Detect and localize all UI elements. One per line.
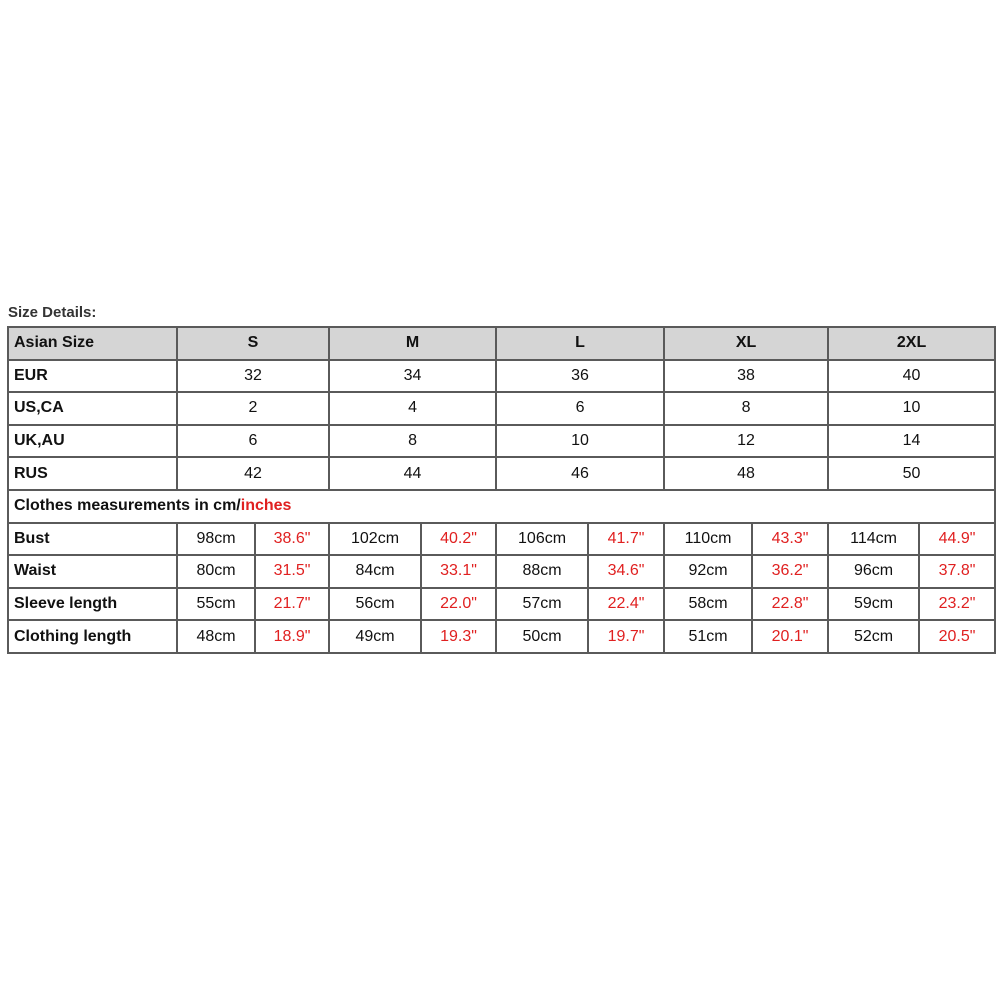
corner-label: Asian Size	[8, 327, 177, 360]
measurement-row	[8, 523, 995, 556]
inch-value-cell: 20.5"	[919, 620, 995, 653]
cm-value-cell: 92cm	[664, 555, 752, 588]
row-label: Bust	[8, 523, 177, 556]
measurement-header-text: Clothes measurements in cm/	[14, 497, 241, 515]
conversion-row	[8, 457, 995, 490]
cm-value-cell: 51cm	[664, 620, 752, 653]
size-value-cell: 34	[329, 360, 496, 393]
cm-value-cell: 110cm	[664, 523, 752, 556]
size-value-cell: 10	[496, 425, 664, 458]
cm-value-cell: 52cm	[828, 620, 919, 653]
inch-value-cell: 34.6"	[588, 555, 664, 588]
size-value-cell: 42	[177, 457, 329, 490]
inch-value-cell: 44.9"	[919, 523, 995, 556]
cm-value-cell: 106cm	[496, 523, 588, 556]
cm-value-cell: 96cm	[828, 555, 919, 588]
inch-value-cell: 38.6"	[255, 523, 329, 556]
row-label: US,CA	[8, 392, 177, 425]
row-label: EUR	[8, 360, 177, 393]
cm-value-cell: 84cm	[329, 555, 421, 588]
size-header-cell: 2XL	[828, 327, 995, 360]
size-value-cell: 2	[177, 392, 329, 425]
cm-value-cell: 98cm	[177, 523, 255, 556]
conversion-row	[8, 392, 995, 425]
cm-value-cell: 88cm	[496, 555, 588, 588]
size-value-cell: 50	[828, 457, 995, 490]
inch-value-cell: 21.7"	[255, 588, 329, 621]
cm-value-cell: 49cm	[329, 620, 421, 653]
size-chart-body	[8, 327, 995, 653]
size-header-cell: S	[177, 327, 329, 360]
size-header-cell: L	[496, 327, 664, 360]
size-value-cell: 32	[177, 360, 329, 393]
size-value-cell: 46	[496, 457, 664, 490]
size-chart-table	[7, 326, 996, 654]
inch-value-cell: 23.2"	[919, 588, 995, 621]
inch-value-cell: 37.8"	[919, 555, 995, 588]
size-value-cell: 8	[329, 425, 496, 458]
measurement-row	[8, 588, 995, 621]
size-value-cell: 12	[664, 425, 828, 458]
conversion-row	[8, 425, 995, 458]
row-label: Waist	[8, 555, 177, 588]
size-header-cell: M	[329, 327, 496, 360]
measurement-row	[8, 620, 995, 653]
size-value-cell: 44	[329, 457, 496, 490]
measurement-section-header	[8, 490, 995, 523]
page-title: Size Details:	[8, 304, 97, 321]
size-value-cell: 6	[177, 425, 329, 458]
inch-value-cell: 22.0"	[421, 588, 496, 621]
cm-value-cell: 80cm	[177, 555, 255, 588]
measurement-section-row	[8, 490, 995, 523]
inch-value-cell: 20.1"	[752, 620, 828, 653]
size-header-cell: XL	[664, 327, 828, 360]
inch-value-cell: 40.2"	[421, 523, 496, 556]
cm-value-cell: 58cm	[664, 588, 752, 621]
row-label: Sleeve length	[8, 588, 177, 621]
inch-value-cell: 36.2"	[752, 555, 828, 588]
measurement-header-unit: inches	[240, 497, 292, 515]
size-header-row	[8, 327, 995, 360]
cm-value-cell: 102cm	[329, 523, 421, 556]
size-value-cell: 4	[329, 392, 496, 425]
cm-value-cell: 57cm	[496, 588, 588, 621]
row-label: UK,AU	[8, 425, 177, 458]
cm-value-cell: 50cm	[496, 620, 588, 653]
inch-value-cell: 22.8"	[752, 588, 828, 621]
inch-value-cell: 33.1"	[421, 555, 496, 588]
measurement-row	[8, 555, 995, 588]
size-value-cell: 10	[828, 392, 995, 425]
inch-value-cell: 43.3"	[752, 523, 828, 556]
inch-value-cell: 22.4"	[588, 588, 664, 621]
inch-value-cell: 41.7"	[588, 523, 664, 556]
row-label: Clothing length	[8, 620, 177, 653]
size-value-cell: 14	[828, 425, 995, 458]
cm-value-cell: 48cm	[177, 620, 255, 653]
cm-value-cell: 114cm	[828, 523, 919, 556]
conversion-row	[8, 360, 995, 393]
cm-value-cell: 55cm	[177, 588, 255, 621]
size-value-cell: 6	[496, 392, 664, 425]
size-value-cell: 40	[828, 360, 995, 393]
inch-value-cell: 31.5"	[255, 555, 329, 588]
cm-value-cell: 56cm	[329, 588, 421, 621]
size-value-cell: 8	[664, 392, 828, 425]
row-label: RUS	[8, 457, 177, 490]
size-value-cell: 38	[664, 360, 828, 393]
inch-value-cell: 19.3"	[421, 620, 496, 653]
size-value-cell: 36	[496, 360, 664, 393]
inch-value-cell: 18.9"	[255, 620, 329, 653]
size-value-cell: 48	[664, 457, 828, 490]
inch-value-cell: 19.7"	[588, 620, 664, 653]
cm-value-cell: 59cm	[828, 588, 919, 621]
